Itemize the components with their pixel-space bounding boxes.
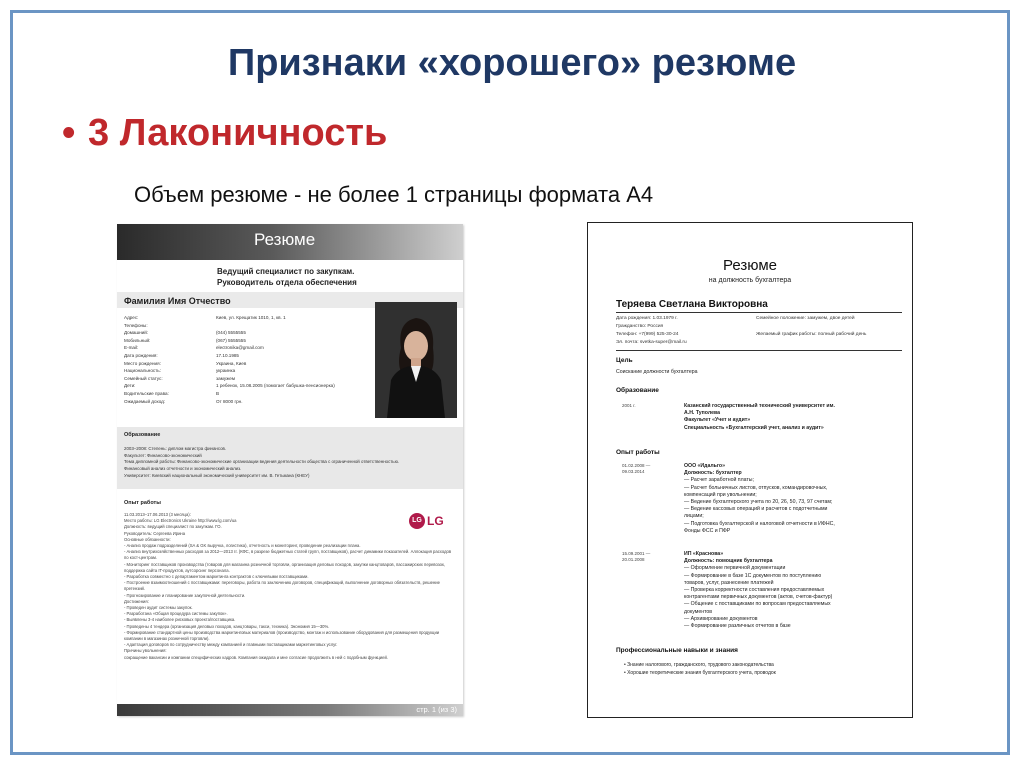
detail-value [216,322,374,330]
lg-logo-text: LG [427,514,444,528]
education-line: Факультет «Учет и аудит» [684,417,751,424]
detail-key: Национальность: [124,368,161,374]
info-left: Телефон: +7(999) 525-30-24 [616,332,679,337]
detail-row [124,344,374,352]
job-date: 20.01.2008 [622,557,645,563]
work-line: Причины увольнения: [124,648,167,654]
education-line: 2003–2008: Степень: диплом магистра финансов. [124,446,227,451]
info-left: Гражданство: Россия [616,324,664,329]
info-row [616,315,906,323]
goal-text: Соискание должности бухгалтера [616,369,698,375]
work-line: - Формирование стандартной цены производства маркетинговых материалов (производство, монтаж и использование оборудования для размещения продукции компании в магазинах розничной торговли). [124,629,440,642]
resume-header-title: Резюме [254,230,316,249]
work-line: - Проведены 4 тендера (организация деловых походов, канцтовары, такси, техника). Экономия 15—30%. [124,623,330,629]
resume-example-left [117,224,463,716]
job-line: ООО «Идальго» [684,463,725,469]
work-title: Опыт работы [616,449,660,456]
job-line: Фонды ФСС и ПФР [684,527,731,534]
job-dates [622,463,650,476]
job-line: — Расчет больничных листов, отпусков, командировочных, [684,484,828,491]
education-line: Специальность «Бухгалтерский учет, анализ и аудит» [684,424,824,431]
work-line: сокращение вакансии и компании специфических кадров. Компания ожидала и мне согласие продолжить в ней с подобным функцией. [124,654,388,660]
resume-subtitle: на должность бухгалтера [708,277,792,284]
work-line: - Анализ продаж подразделений (SA & GK выручка, логистика), отчетность и мониторинг, проведение реализации плана. [124,543,361,549]
education-line: Тема дипломной работы: Финансово-экономические организации ведения деятельности общества с ограниченной ответственностью. [124,459,400,465]
work-line: - Мониторинг поставщиков производства (товаров для магазина розничной торговли, организация деловых походов, закупки канцтоваров, пассажирских перевозок, поддержка сайта IT-продуктов, аутсорсинг персонала. [124,561,445,573]
work-line: - Разработка совместно с департаментом маркетинга контрактов с ключевыми поставщиками. [124,574,309,580]
job-line: Должность: помощник бухгалтера [684,558,773,565]
job-lines [684,463,835,535]
work-line: - Разработана «Общая процедура системы закупок». [124,611,228,617]
work-line: - Построение взаимоотношений с поставщиками: переговоры, работа по заключению договоров, спецификаций, выполнение договорных обязательств, решение претензий. [124,580,440,592]
info-row [616,323,906,331]
job-line: контрагентами первичных документов (актов, счетов-фактур) [684,594,833,601]
job-line: документов [684,608,713,615]
education-line: Факультет: Финансово-экономический [124,452,202,458]
detail-key: Место рождения: [124,360,161,366]
education-line: Финансовый анализ отчетности и экономический анализ. [124,466,242,472]
job-lines [684,551,832,630]
detail-row [124,314,374,322]
bullet-icon: • [62,112,76,154]
work-line: Должность: ведущий специалист по закупкам. ГО. [124,524,222,530]
job-dates [622,551,650,564]
job-line: — Оформление первичной документации [684,565,786,572]
divider [616,312,902,313]
detail-row [124,352,374,360]
resume-position [217,266,457,288]
page-number: стр. 1 (из 3) [416,705,457,714]
work-line: 11.03.2013–17.06.2013 (3 месяца): [124,512,191,517]
work-title: Опыт работы [124,500,161,506]
detail-row [124,367,374,375]
job-date: 09.03.2014 [622,469,645,475]
bullet-heading [62,112,387,155]
education-lines [124,446,454,480]
education-line: А.Н. Туполева [684,410,720,417]
detail-key: Дата рождения: [124,352,158,358]
work-line: Место работы: LG Electronics Ukraine http://www.lg.com/ua [124,518,237,524]
detail-value: замужем [216,375,236,381]
detail-value: украинка [216,368,236,374]
detail-value: (044) 5555555 [216,330,246,336]
education-line: Университет: Киевский национальный экономический университет им. В. Гетьмана (КНЕУ) [124,472,310,478]
job-line: — Общение с поставщиками по вопросам предоставляемых [684,601,831,608]
skill-item: • Хорошие теоретические знания бухгалтерского учета, проводок [624,670,776,676]
detail-key: E-mail: [124,345,139,351]
job-line: — Проверка корректности составления предоставляемых [684,587,825,594]
detail-key: Водительские права: [124,390,169,396]
education-year: 2001 г. [622,403,636,408]
detail-key: Адрес: [124,315,139,320]
detail-value: От 8000 грн. [216,398,243,404]
slide-subtitle: Объем резюме - не более 1 страницы формата А4 [134,182,654,207]
detail-row [124,322,374,330]
bullet-text: 3 Лаконичность [88,112,388,154]
work-line: Основные обязанности: [124,536,171,542]
work-lines [124,512,454,661]
detail-value: В [216,390,220,396]
detail-row [124,398,374,406]
education-lines [684,403,835,432]
info-right: Желаемый график работы: полный рабочий день [756,332,867,337]
job-date: 01.02.2008 — [622,463,651,468]
detail-value: electronika@gmail.com [216,345,264,351]
lg-logo-icon: LG [409,513,425,529]
detail-row [124,360,374,368]
detail-value: Украина, Киев [216,360,247,366]
work-line: Достижения: [124,598,149,604]
skills-list [624,661,776,677]
work-line: - Адаптация договоров по сотрудничеству между компанией и главными поставщиками маркетинговых услуг. [124,642,338,648]
education-title: Образование [616,387,659,394]
detail-key: Дети: [124,383,136,389]
detail-key: Семейный статус: [124,375,163,381]
detail-key: Телефоны: [124,322,148,328]
job-line: — Ведение бухгалтерского учета по 20, 26, 50, 73, 97 счетам; [684,499,833,506]
resume-name: Фамилия Имя Отчество [124,296,231,306]
job-line: ИП «Краснова» [684,551,724,557]
personal-details [124,314,374,405]
detail-row [124,382,374,390]
detail-key: Мобильный: [124,337,151,343]
job-line: — Формирование в базе 1С документов по поступлению [684,572,822,579]
job-line: — Подготовка бухгалтерской и налоговой отчетности в ИФНС, [684,520,835,527]
detail-row [124,337,374,345]
skill-item: • Знание налогового, гражданского, трудового законодательства [624,662,774,668]
education-title: Образование [124,432,161,438]
info-left: Дата рождения: 1.03.1979 г. [616,316,678,321]
detail-value: Киев, ул. Крещатик 1010, 1, кв. 1 [216,315,286,320]
skills-title: Профессиональные навыки и знания [616,647,738,654]
job-line: компенсаций при увольнении; [684,491,757,498]
info-row [616,339,906,347]
job-line: лицами; [684,513,704,520]
resume-position-line: Руководитель отдела обеспечения [217,278,357,287]
info-row [616,331,906,339]
work-line: - Проведен аудит системы закупок. [124,605,193,611]
job-line: — Формирование различных отчетов в базе [684,623,791,630]
resume-example-right [587,222,913,718]
education-line: Казанский государственный технический университет им. [684,403,835,409]
detail-row [124,390,374,398]
work-line: - Выявлены 3-4 наиболее рисковых проекта/поставщика. [124,617,236,623]
detail-value: (067) 5555555 [216,337,246,343]
detail-value: 1 ребенок, 15.08.2005 (помогает бабушка-пенсионерка) [216,383,335,389]
detail-key: Ожидаемый доход: [124,398,166,404]
resume-footer-bar [117,704,463,716]
slide-title: Признаки «хорошего» резюме [227,42,797,84]
goal-title: Цель [616,357,633,364]
job-line: — Архивирование документов [684,615,758,622]
job-line: — Ведение кассовых операций и расчетов с подотчетными [684,506,828,513]
work-line: - Анализ внутрихозяйственных расходов за 2012—2013 гг. (КФС, в разрезе бюджетных статей групп, поставщиков), расчет динамики показателей. Аллокация расходов по кост-центрам. [124,549,452,561]
work-line: Руководитель: Сергеева Ирина [124,530,186,536]
detail-row [124,329,374,337]
job-line: — Расчет заработной платы; [684,477,754,484]
detail-key: Домашний: [124,330,149,336]
info-left: Эл. почта: svetka-super@mail.ru [616,340,687,345]
info-right: Семейное положение: замужем, двое детей [756,316,855,321]
resume-title: Резюме [723,257,777,274]
work-line: - Прогнозирование и планирование закупочной деятельности. [124,592,246,598]
personal-info [616,315,906,347]
job-line: товаров, услуг, разнесение платежей [684,579,774,586]
detail-row [124,375,374,383]
job-date: 15.09.2001 — [622,551,651,556]
resume-name: Теряева Светлана Викторовна [616,299,768,310]
portrait-photo [375,302,457,418]
resume-position-line: Ведущий специалист по закупкам. [217,267,355,276]
detail-value: 17.10.1985 [216,352,239,358]
divider [616,350,902,351]
job-line: Должность: бухгалтер [684,470,742,477]
